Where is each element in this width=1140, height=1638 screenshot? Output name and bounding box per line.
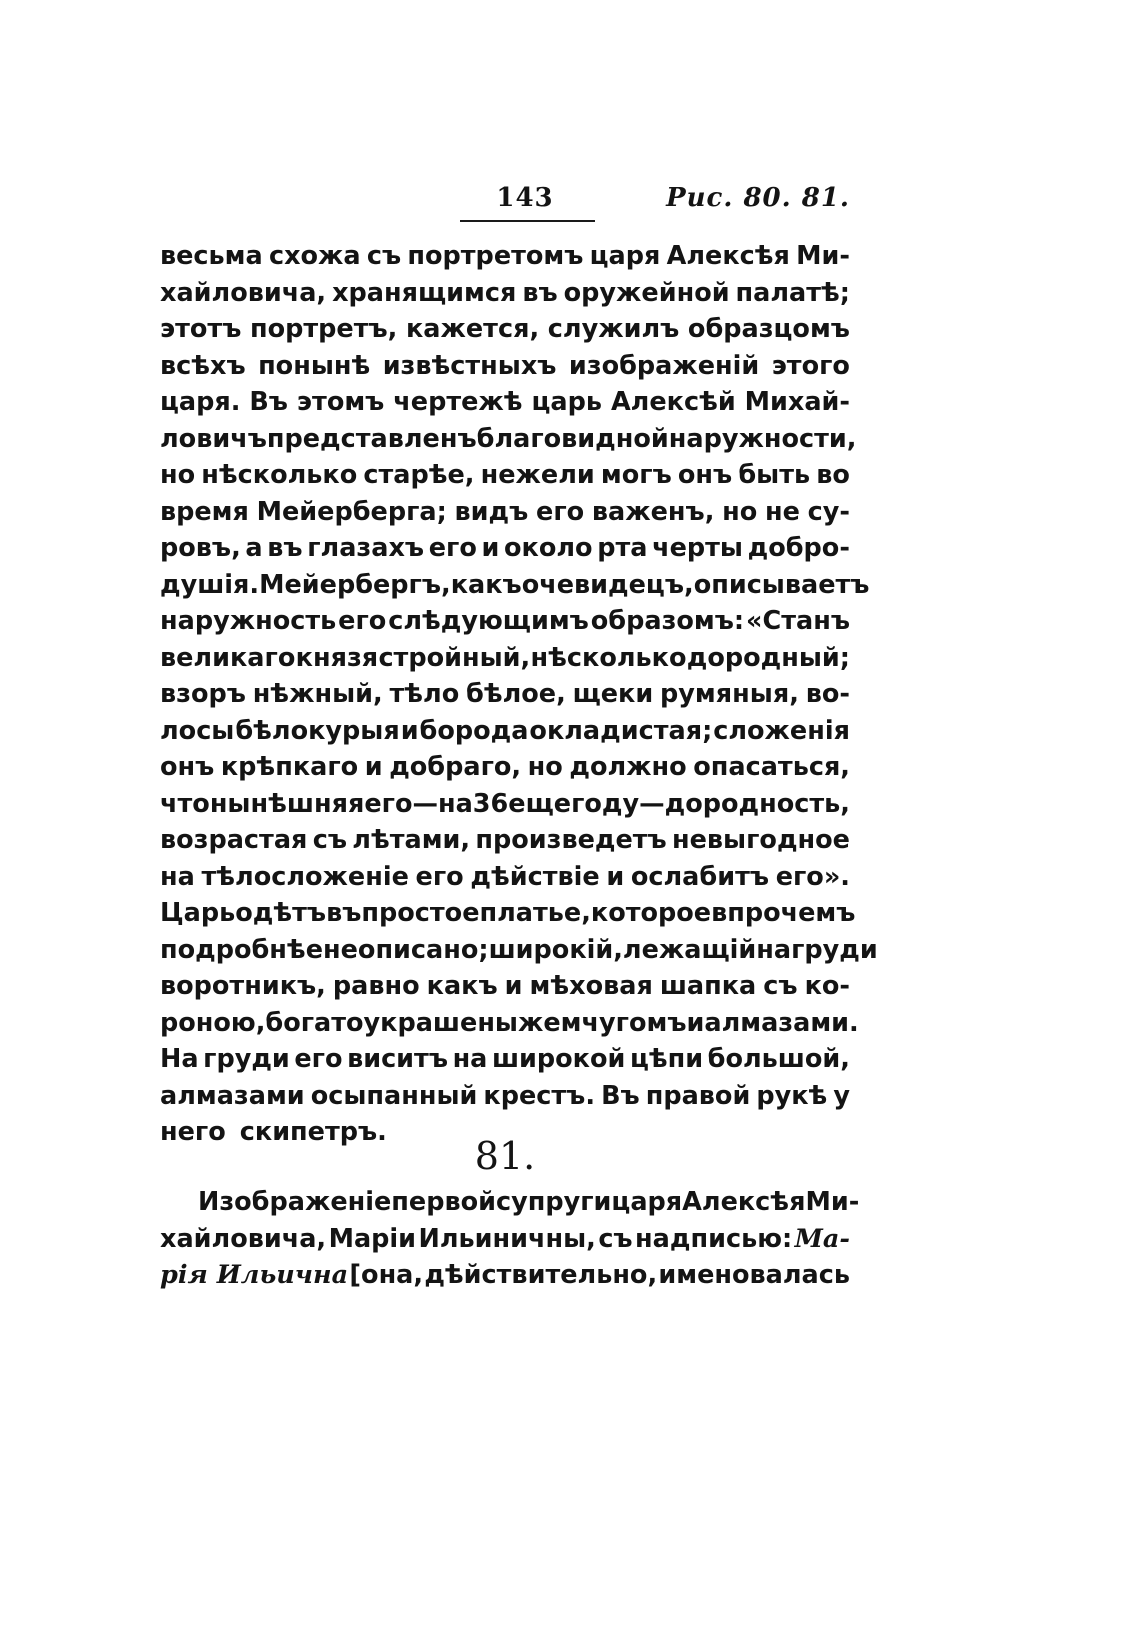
- word: на: [452, 1044, 488, 1074]
- word: всѣхъ: [160, 350, 246, 381]
- word: Михай-: [744, 387, 850, 417]
- word: рукѣ: [756, 1080, 828, 1111]
- text-line: [160, 1041, 850, 1078]
- word: образомъ:: [590, 606, 745, 636]
- word: которое: [590, 898, 712, 928]
- text-line: [160, 1005, 859, 1042]
- text-line: [160, 238, 850, 275]
- word: описываетъ: [693, 569, 870, 600]
- text-line: [160, 421, 857, 458]
- word: съ: [312, 825, 347, 855]
- word: алмазами.: [704, 1007, 859, 1038]
- word: крестъ.: [483, 1080, 596, 1111]
- text-line: [160, 786, 850, 823]
- word: роною,: [160, 1007, 266, 1038]
- word: описано;: [357, 934, 489, 965]
- word: Мейербергъ,: [259, 569, 451, 600]
- word: невыгодное: [672, 825, 850, 855]
- italic-inscription: рія Ильична: [160, 1260, 349, 1290]
- word: и: [606, 861, 625, 892]
- figure-reference: Рис. 80. 81.: [666, 183, 850, 213]
- word: цѣпи: [629, 1044, 704, 1074]
- word: шапка: [659, 971, 757, 1001]
- word: но: [160, 460, 196, 490]
- word: виситъ: [347, 1044, 448, 1074]
- word: портретъ,: [250, 314, 398, 344]
- word: Ми-: [796, 241, 850, 271]
- word: кажется,: [406, 314, 540, 344]
- text-line: [160, 384, 850, 421]
- word: мѣховая: [529, 971, 653, 1001]
- word: опасаться,: [693, 752, 850, 782]
- word: груди: [203, 1044, 290, 1074]
- word: этомъ: [296, 387, 385, 417]
- word: надписью:: [635, 1223, 793, 1254]
- word: быть: [738, 460, 811, 490]
- word: украшены: [363, 1007, 518, 1038]
- word: взоръ: [160, 679, 246, 709]
- word: одѣтъ: [235, 898, 327, 928]
- word: богато: [265, 1007, 364, 1038]
- word: но: [527, 752, 563, 782]
- word: изображеній: [568, 350, 760, 381]
- word: наружности,: [668, 423, 857, 454]
- word: портретомъ: [407, 241, 584, 271]
- word: алмазами: [160, 1080, 305, 1111]
- word: слѣдующимъ: [388, 606, 589, 636]
- word: на: [756, 934, 792, 965]
- page-number: 143: [496, 183, 554, 213]
- word: нѣсколько: [201, 460, 358, 490]
- page-header: [160, 183, 850, 223]
- word: нынѣшняя: [209, 788, 365, 819]
- word: наружность: [160, 606, 337, 636]
- word: съ: [366, 241, 402, 271]
- word: ко-: [804, 971, 850, 1001]
- word: широкой: [491, 1044, 626, 1074]
- page-number-rule: [460, 220, 595, 222]
- word: понынѣ: [258, 350, 371, 381]
- section-line: [160, 1184, 860, 1221]
- word: этого: [771, 350, 850, 381]
- text-line: [160, 494, 850, 531]
- section-line: [160, 1257, 850, 1294]
- text-line: [160, 713, 850, 750]
- word: палатѣ;: [735, 277, 850, 308]
- text-line: [160, 968, 850, 1005]
- word: Алексѣй: [610, 387, 736, 417]
- word: платье,: [479, 898, 591, 928]
- word: его—на: [364, 788, 473, 819]
- text-line: [160, 311, 850, 348]
- body-paragraph: [160, 238, 878, 1151]
- word: оружейной: [563, 277, 730, 308]
- word: но: [722, 496, 758, 527]
- word: какъ: [450, 569, 522, 600]
- word: Въ: [249, 387, 288, 417]
- word: какъ: [426, 971, 498, 1001]
- text-line: [160, 749, 850, 786]
- word: представленъ: [266, 423, 477, 454]
- word: супруги: [495, 1187, 612, 1217]
- word: тѣлосложеніе: [201, 861, 409, 892]
- word: царь: [531, 387, 602, 417]
- word: видъ: [454, 496, 529, 527]
- word: а: [245, 533, 263, 563]
- word: во-: [805, 679, 850, 709]
- word: дѣйствительно,: [424, 1260, 658, 1290]
- word: въ: [326, 898, 362, 928]
- word: Ма-: [794, 1223, 850, 1254]
- word: Алексѣя: [682, 1187, 806, 1217]
- word: году—дородность,: [571, 788, 850, 819]
- text-line: [160, 603, 850, 640]
- word: простое: [361, 898, 480, 928]
- word: образцомъ: [687, 314, 850, 344]
- text-line: [160, 275, 850, 312]
- word: «Станъ: [746, 606, 850, 636]
- word: весьма: [160, 241, 263, 271]
- word: ослабитъ: [630, 861, 770, 892]
- word: воротникъ,: [160, 971, 326, 1001]
- word: первой: [391, 1187, 496, 1217]
- word: и: [686, 1007, 705, 1038]
- word: время: [160, 496, 249, 527]
- word: окладистая;: [529, 715, 713, 746]
- word: 36: [472, 788, 509, 819]
- word: [она,: [349, 1260, 424, 1290]
- word: Въ: [601, 1080, 640, 1111]
- text-line: [160, 822, 850, 859]
- word: На: [160, 1044, 199, 1074]
- word: добраго,: [389, 752, 522, 782]
- word: тѣло: [389, 679, 460, 709]
- word: очевидецъ,: [521, 569, 694, 600]
- word: важенъ,: [591, 496, 715, 527]
- word: Алексѣя: [666, 241, 790, 271]
- word: лосы: [160, 715, 235, 746]
- word: могъ: [600, 460, 672, 490]
- word: дѣйствіе: [470, 861, 600, 892]
- text-line: [160, 457, 850, 494]
- word: чертежѣ: [393, 387, 523, 417]
- word: въ: [522, 277, 558, 308]
- word: великаго: [160, 642, 296, 673]
- text-line: [160, 676, 850, 713]
- word: черты: [652, 533, 743, 563]
- word: его: [294, 1044, 343, 1074]
- word: осыпанный: [310, 1080, 478, 1111]
- word: впрочемъ: [711, 898, 856, 928]
- word: дородный;: [686, 642, 850, 673]
- word: около: [504, 533, 593, 563]
- text-line: [160, 530, 850, 567]
- word: груди: [791, 934, 878, 965]
- word: именовалась: [658, 1260, 850, 1290]
- word: этотъ: [160, 314, 242, 344]
- word: Маріи: [328, 1223, 417, 1254]
- word: у: [833, 1080, 850, 1111]
- word: благовидной: [476, 423, 669, 454]
- word: его: [428, 533, 477, 563]
- word: въ: [267, 533, 303, 563]
- word: Ильиничны,: [418, 1223, 596, 1254]
- word: большой,: [707, 1044, 850, 1074]
- word: крѣпкаго: [220, 752, 359, 782]
- word: царя: [611, 1187, 683, 1217]
- word: нѣжный,: [252, 679, 383, 709]
- text-line: [160, 1078, 850, 1115]
- word: глазахъ: [307, 533, 425, 563]
- word: него: [160, 1117, 226, 1147]
- word: Ми-: [805, 1187, 860, 1217]
- word: ровъ,: [160, 533, 241, 563]
- word: его: [415, 861, 464, 892]
- word: его».: [775, 861, 850, 892]
- word: бѣлое,: [466, 679, 566, 709]
- word: нежели: [480, 460, 595, 490]
- word: подробнѣе: [160, 934, 323, 965]
- word: сложенія: [713, 715, 850, 746]
- word: его: [338, 606, 387, 636]
- word: Царь: [160, 898, 236, 928]
- word: широкій,: [488, 934, 623, 965]
- word: нѣсколько: [530, 642, 687, 673]
- word: старѣе,: [363, 460, 475, 490]
- word: жемчугомъ: [518, 1007, 687, 1038]
- text-line: [160, 348, 850, 385]
- word: царя: [589, 241, 661, 271]
- word: онъ: [160, 752, 215, 782]
- word: должно: [569, 752, 687, 782]
- word: хайловича,: [160, 1223, 327, 1254]
- word: лежащій: [622, 934, 757, 965]
- word: лѣтами,: [352, 825, 471, 855]
- word: его: [536, 496, 585, 527]
- word: Мейерберга;: [256, 496, 447, 527]
- word: и: [504, 971, 523, 1001]
- word: и: [481, 533, 500, 563]
- word: стройный,: [378, 642, 531, 673]
- word: съ: [763, 971, 798, 1001]
- word: борода: [419, 715, 529, 746]
- text-line: [160, 859, 850, 896]
- section-paragraph: [160, 1184, 860, 1294]
- section-number: 81.: [474, 1134, 536, 1178]
- word: что: [160, 788, 210, 819]
- word: равно: [332, 971, 420, 1001]
- word: рта: [597, 533, 648, 563]
- word: съ: [598, 1223, 633, 1254]
- word: су-: [807, 496, 850, 527]
- section-line: [160, 1221, 850, 1258]
- word: князя: [295, 642, 379, 673]
- word: служилъ: [547, 314, 680, 344]
- text-line: [160, 640, 850, 677]
- word: во: [816, 460, 850, 490]
- word: ловичъ: [160, 423, 267, 454]
- word: Изображеніе: [198, 1187, 392, 1217]
- word: и: [364, 752, 383, 782]
- word: на: [160, 861, 195, 892]
- text-line: [160, 567, 870, 604]
- word: возрастая: [160, 825, 308, 855]
- word: щеки: [572, 679, 654, 709]
- text-line: [160, 895, 856, 932]
- word: онъ: [677, 460, 733, 490]
- word: и: [400, 715, 419, 746]
- word: бѣлокурыя: [235, 715, 400, 746]
- word: царя.: [160, 387, 241, 417]
- word: хранящимся: [332, 277, 517, 308]
- text-line: [160, 932, 878, 969]
- word: хайловича,: [160, 277, 327, 308]
- word: не: [765, 496, 800, 527]
- word: еще: [508, 788, 572, 819]
- word: румяныя,: [660, 679, 799, 709]
- word: добро-: [747, 533, 850, 563]
- word: схожа: [268, 241, 361, 271]
- word: произведетъ: [475, 825, 667, 855]
- word: не: [323, 934, 358, 965]
- word: душія.: [160, 569, 260, 600]
- word: правой: [645, 1080, 751, 1111]
- word: извѣстныхъ: [382, 350, 557, 381]
- word: скипетръ.: [239, 1117, 387, 1147]
